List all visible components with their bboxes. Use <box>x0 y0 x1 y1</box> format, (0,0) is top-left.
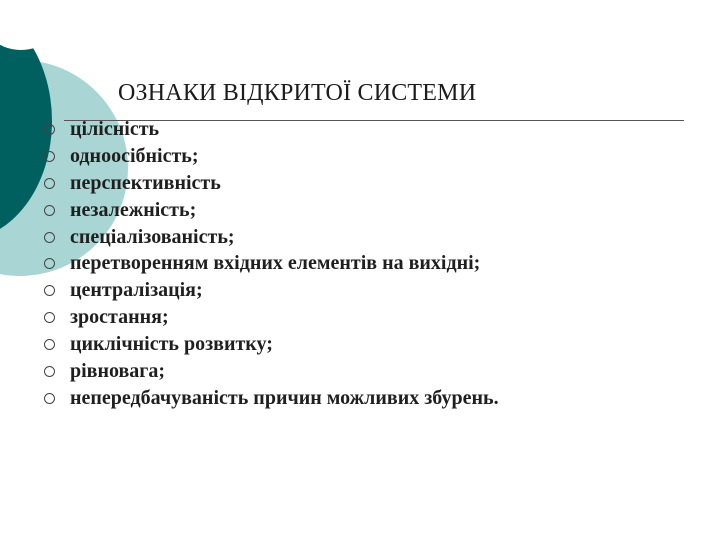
circle-bullet-icon <box>44 151 55 162</box>
list-item <box>44 224 499 251</box>
list-item-text: зростання; <box>70 306 169 329</box>
list-item-text: одноосібність; <box>70 144 199 167</box>
list-item <box>44 385 499 412</box>
list-item-text: перспективність <box>70 171 221 194</box>
list-item <box>44 197 499 224</box>
list-item-text: централізація; <box>70 279 203 302</box>
list-item <box>44 116 499 143</box>
list-item-text: циклічність розвитку; <box>70 333 273 356</box>
list-item-text: рівновага; <box>70 359 166 382</box>
circle-bullet-icon <box>44 205 55 216</box>
decorative-circle-white <box>0 0 66 50</box>
list-item-text: непередбачуваність причин можливих збурень. <box>70 386 499 409</box>
circle-bullet-icon <box>44 124 55 135</box>
list-item <box>44 331 499 358</box>
list-item <box>44 304 499 331</box>
list-item-text: перетворенням вхідних елементів на вихідні; <box>70 252 481 275</box>
circle-bullet-icon <box>44 312 55 323</box>
circle-bullet-icon <box>44 258 55 269</box>
list-item <box>44 277 499 304</box>
list-item <box>44 170 499 197</box>
list-item <box>44 143 499 170</box>
list-item <box>44 250 499 277</box>
circle-bullet-icon <box>44 178 55 189</box>
circle-bullet-icon <box>44 285 55 296</box>
feature-list <box>44 116 499 412</box>
list-item-text: незалежність; <box>70 198 197 221</box>
circle-bullet-icon <box>44 393 55 404</box>
circle-bullet-icon <box>44 339 55 350</box>
list-item-text: спеціалізованість; <box>70 225 235 248</box>
list-item <box>44 358 499 385</box>
slide-title: ОЗНАКИ ВІДКРИТОЇ СИСТЕМИ <box>118 80 477 106</box>
list-item-text: цілісність <box>70 117 160 140</box>
circle-bullet-icon <box>44 366 55 377</box>
circle-bullet-icon <box>44 232 55 243</box>
